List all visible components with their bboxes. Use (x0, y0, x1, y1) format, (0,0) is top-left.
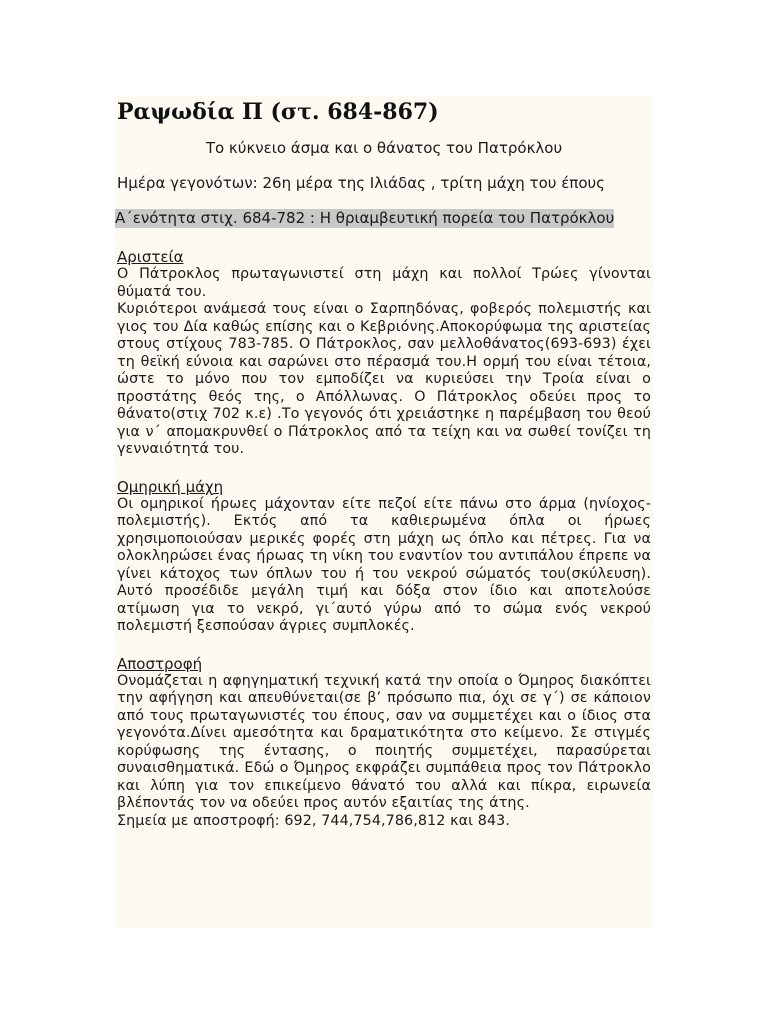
aristeia-paragraph-2: Κυριότεροι ανάμεσά τους είναι ο Σαρπηδόνας, φοβερός πολεμιστής και γιος του Δία καθώς επίσης και ο Κεβριόνης.Αποκορύφωμα της αριστείας στους στίχους 783-785. Ο Πάτροκλος, σαν μελλοθάνατος(693-693) έχει τη θεϊκή εύνοια και σαρώνει στο πέρασμά του.Η ορμή του είναι τέτοια, ώστε το μόνο που τον εμποδίζει να κυριεύσει την Τροία είναι ο προστάτης θεός της, ο Απόλλωνας. Ο Πάτροκλος οδεύει προς το θάνατο(στιχ 702 κ.ε) .Το γεγονός ότι χρειάστηκε η παρέμβαση του θεού για ν΄ απομακρυνθεί ο Πάτροκλος από τα τείχη και να σωθεί τονίζει τη γενναιότητά του. (117, 301, 651, 457)
section-heading-aristeia: Αριστεία (117, 248, 184, 266)
unit-heading-text: Α΄ενότητα στιχ. 684-782 : Η θριαμβευτική πορεία του Πατρόκλου (115, 209, 615, 227)
apostrophe-points: Σημεία με αποστροφή: 692, 744,754,786,812 και 843. (117, 812, 510, 829)
homeric-battle-paragraph: Οι ομηρικοί ήρωες μάχονταν είτε πεζοί είτε πάνω στο άρμα (ηνίοχος-πολεμιστής). Εκτός από τα καθιερωμένα όπλα οι ήρωες χρησιμοποιούσαν μερικές φορές στη μάχη ως όπλο και πέτρες. Για να ολοκληρώσει ένας ήρωας τη νίκη του εναντίον του αντιπάλου έπρεπε να γίνει κάτοχος των όπλων του ή του νεκρού σώματός του(σκύλευση). Αυτό προσέδιδε μεγάλη τιμή και δόξα στον ίδιο και αποτελούσε ατίμωση για το νεκρό, γι΄αυτό γύρω από το σώμα ενός νεκρού πολεμιστή ξεσπούσαν άγριες συμπλοκές. (117, 495, 651, 634)
section-heading-homeric-battle: Ομηρική μάχη (117, 477, 224, 496)
unit-heading (115, 209, 651, 228)
apostrophe-paragraph: Ονομάζεται η αφηγηματική τεχνική κατά την οποία ο Όμηρος διακόπτει την αφήγηση και απευθύνεται(σε β’ πρόσωπο πια, όχι σε γ΄) σε κάποιον από τους πρωταγωνιστές του έπους, σαν να συμμετέχει και ο ίδιος στα γεγονότα.Δίνει αμεσότητα και δραματικότητα στο κείμενο. Σε στιγμές κορύφωσης της έντασης, ο ποιητής συμμετέχει, παρασύρεται συναισθηματικά. Εδώ ο Όμηρος εκφράζει συμπάθεια προς τον Πάτροκλο και λύπη για τον επικείμενο θάνατό του αλλά και πίκρα, ειρωνεία βλέποντάς τον να οδεύει προς αυτόν εξαιτίας της άτης. (117, 672, 651, 811)
document-content (117, 96, 651, 830)
aristeia-paragraph-1: Ο Πάτροκλος πρωταγωνιστεί στη μάχη και πολλοί Τρώες γίνονται θύματά του. (117, 266, 651, 300)
section-heading-apostrophe: Αποστροφή (117, 654, 203, 673)
document-title: Ραψωδία Π (στ. 684-867) (117, 99, 439, 125)
document-subtitle: Το κύκνειο άσμα και ο θάνατος του Πατρόκλου (205, 139, 563, 157)
event-day-line: Ημέρα γεγονότων: 26η μέρα της Ιλιάδας , τρίτη μάχη του έπους (117, 174, 605, 192)
